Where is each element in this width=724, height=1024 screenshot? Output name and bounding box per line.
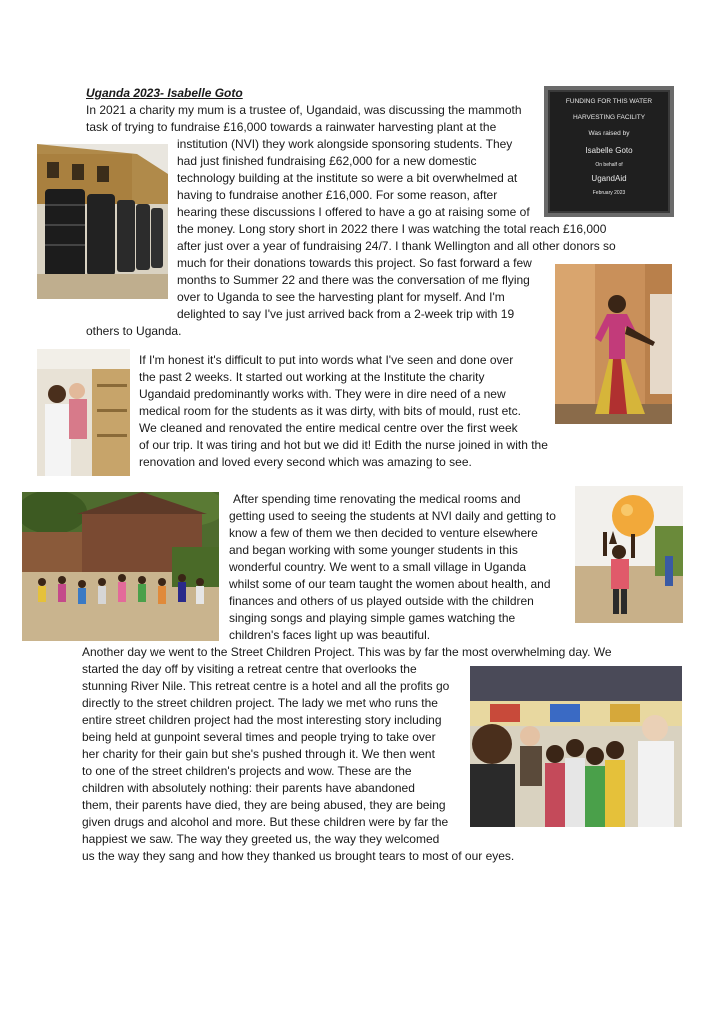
paragraph-3-line: getting used to seeing the students at NVI daily and getting to [229, 509, 556, 523]
paragraph-1-line: technology building at the institute so were a bit overwhelmed at [177, 171, 518, 185]
paragraph-4-line: her charity for their gain but she's pushed through it. We then went [82, 747, 435, 761]
paragraph-3-line: whilst some of our team taught the women about health, and [229, 577, 551, 591]
paragraph-4-line: Another day we went to the Street Children Project. This was by far the most overwhelming day. We [82, 645, 612, 659]
group-selfie-photo [470, 666, 682, 827]
paragraph-3-line: singing songs and playing simple games watching the [229, 611, 516, 625]
paragraph-3-line: and began working with some younger students in this [229, 543, 518, 557]
water-tanks-photo [37, 144, 168, 299]
balloon-photo [575, 486, 683, 623]
plaque-line-7: February 2023 [592, 190, 626, 196]
paragraph-2-line: the past 2 weeks. It started out working at the Institute the charity [139, 370, 485, 384]
article-title: Uganda 2023- Isabelle Goto [86, 86, 243, 100]
paragraph-3-line: wonderful country. We went to a small village in Uganda [229, 560, 527, 574]
paragraph-1-line: had just finished fundraising £62,000 for a new domestic [177, 154, 477, 168]
paragraph-3-line: finances and others of us played outside with the children [229, 594, 534, 608]
paragraph-1-line: delighted to say I've just arrived back from a 2-week trip with 19 [177, 307, 515, 321]
paragraph-2-line: If I'm honest it's difficult to put into words what I've seen and done over [139, 353, 514, 367]
village-children-photo [22, 492, 219, 641]
paragraph-1-line: months to Summer 22 and there was the conversation of me flying [177, 273, 530, 287]
paragraph-2-line: renovation and loved every second which was amazing to see. [139, 455, 472, 469]
paragraph-3-line: children's faces light up was beautiful. [229, 628, 431, 642]
paragraph-4-line: being held at gunpoint several times and people trying to take over [82, 730, 436, 744]
paragraph-3-line: know a few of them we then decided to venture elsewhere [229, 526, 538, 540]
paragraph-1-line: institution (NVI) they work alongside sponsoring students. They [177, 137, 513, 151]
paragraph-4-line: them, their parents have died, they are being abused, they are being [82, 798, 446, 812]
paragraph-1-line: much for their donations towards this project. So fast forward a few [177, 256, 532, 270]
paragraph-1-line: after just over a year of fundraising 24/7. I thank Wellington and all other donors so [177, 239, 616, 253]
paragraph-4-line: happiest we saw. The way they greeted us, the way they welcomed [82, 832, 440, 846]
plaque-line-4: Isabelle Goto [585, 146, 633, 155]
paragraph-2-line: medical room for the students as it was dirty, with bits of mould, rust etc. [139, 404, 521, 418]
paragraph-4-line: children with absolutely nothing: their parents have abandoned [82, 781, 415, 795]
dancer-photo [555, 264, 672, 424]
paragraph-4-line: us the way they sang and how they thanked us brought tears to most of our eyes. [82, 849, 515, 863]
plaque-line-5: On behalf of [595, 162, 623, 168]
plaque-line-2: HARVESTING FACILITY [572, 114, 646, 121]
paragraph-2-line: of our trip. It was tiring and hot but we did it! Edith the nurse joined in with the [139, 438, 548, 452]
paragraph-4-line: to one of the street children's projects and wow. These are the [82, 764, 412, 778]
paragraph-1-line: having to fundraise another £16,000. For some reason, after [177, 188, 498, 202]
plaque-line-6: UgandAid [591, 174, 627, 183]
paragraph-4-line: entire street children project had the most interesting story including [82, 713, 442, 727]
paragraph-2-line: We cleaned and renovated the entire medical centre over the first week [139, 421, 518, 435]
paragraph-1-line: task of trying to fundraise £16,000 towards a rainwater harvesting plant at the [86, 120, 497, 134]
paragraph-1-line: the money. Long story short in 2022 there I was watching the total reach £16,000 [177, 222, 607, 236]
paragraph-4-line: stunning River Nile. This retreat centre is a hotel and all the profits go [82, 679, 450, 693]
paragraph-1-line: over to Uganda to see the harvesting plant for myself. And I'm [177, 290, 505, 304]
paragraph-2-line: Ugandaid predominantly works with. They were in dire need of a new [139, 387, 506, 401]
medical-room-photo [37, 349, 130, 476]
paragraph-3-line: After spending time renovating the medical rooms and [233, 492, 521, 506]
plaque-line-1: FUNDING FOR THIS WATER [565, 98, 653, 105]
paragraph-4-line: directly to the street children project. The lady we met who runs the [82, 696, 438, 710]
paragraph-1-line: others to Uganda. [86, 324, 182, 338]
plaque-photo [544, 86, 674, 217]
paragraph-4-line: given drugs and alcohol and more. But these children were by far the [82, 815, 449, 829]
paragraph-1-line: hearing these discussions I offered to have a go at raising some of [177, 205, 530, 219]
paragraph-4-line: started the day off by visiting a retreat centre that overlooks the [82, 662, 417, 676]
plaque-line-3: Was raised by [588, 130, 630, 137]
paragraph-1-line: In 2021 a charity my mum is a trustee of, Ugandaid, was discussing the mammoth [86, 103, 522, 117]
